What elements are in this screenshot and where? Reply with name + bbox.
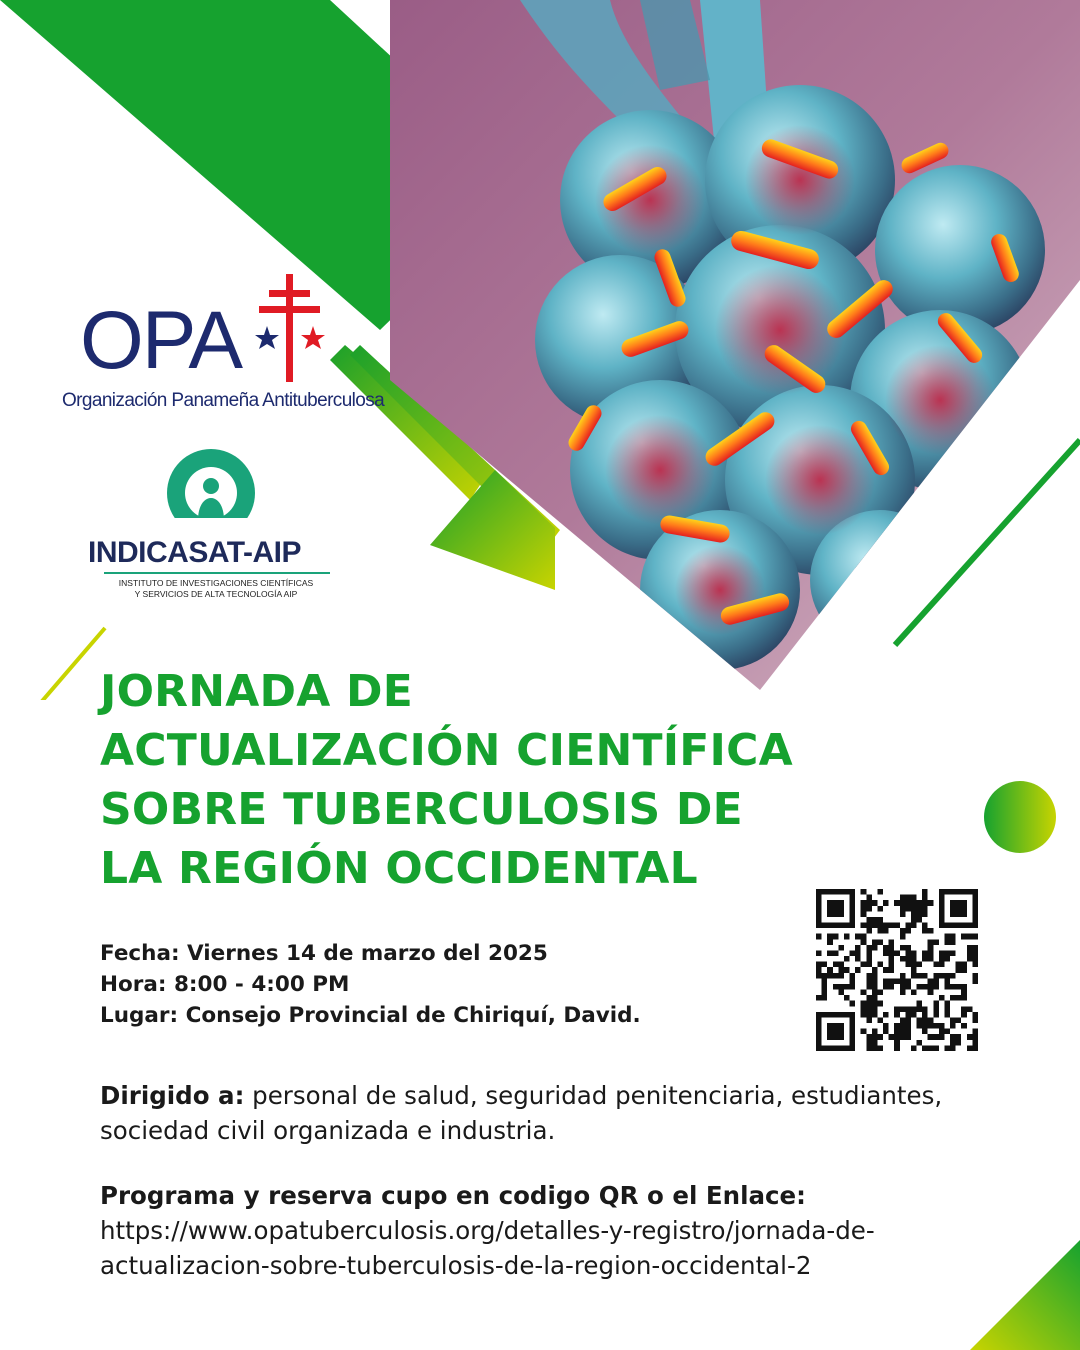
indicasat-divider bbox=[104, 572, 330, 574]
event-title bbox=[100, 662, 920, 898]
event-title-line-1: JORNADA DE bbox=[100, 666, 414, 717]
event-details bbox=[100, 938, 760, 1031]
circle-decoration bbox=[983, 780, 1057, 854]
indicasat-logo bbox=[86, 448, 346, 608]
cross-of-lorraine-icon bbox=[255, 272, 325, 387]
indicasat-logo-name: INDICASAT-AIP bbox=[88, 536, 301, 569]
event-time: Hora: 8:00 - 4:00 PM bbox=[100, 972, 350, 997]
indicasat-tagline-line2: Y SERVICIOS DE ALTA TECNOLOGÍA AIP bbox=[134, 589, 298, 599]
audience-paragraph bbox=[100, 1078, 1000, 1148]
indicasat-tagline-line1: INSTITUTO DE INVESTIGACIONES CIENTÍFICAS bbox=[118, 578, 314, 588]
person-circle-icon bbox=[164, 448, 258, 538]
registration-block bbox=[100, 1178, 1060, 1283]
event-date: Fecha: Viernes 14 de marzo del 2025 bbox=[100, 941, 548, 966]
qr-code-icon[interactable] bbox=[816, 889, 978, 1051]
event-place: Lugar: Consejo Provincial de Chiriquí, David. bbox=[100, 1003, 641, 1028]
opa-logo-subtitle: Organización Panameña Antituberculosa bbox=[62, 390, 385, 411]
event-title-line-2: ACTUALIZACIÓN CIENTÍFICA bbox=[100, 725, 793, 776]
event-title-line-4: LA REGIÓN OCCIDENTAL bbox=[100, 843, 698, 894]
registration-label: Programa y reserva cupo en codigo QR o el Enlace: bbox=[100, 1181, 806, 1210]
audience-label: Dirigido a: bbox=[100, 1081, 245, 1110]
registration-link-line-2[interactable]: actualizacion-sobre-tuberculosis-de-la-region-occidental-2 bbox=[100, 1251, 812, 1280]
opa-logo bbox=[60, 272, 385, 422]
registration-link-line-1[interactable]: https://www.opatuberculosis.org/detalles-y-registro/jornada-de- bbox=[100, 1216, 875, 1245]
opa-logo-word: OPA bbox=[80, 295, 242, 386]
audience-text: personal de salud, seguridad penitenciaria, estudiantes, sociedad civil organizada e industria. bbox=[100, 1081, 943, 1145]
event-title-line-3: SOBRE TUBERCULOSIS DE bbox=[100, 784, 743, 835]
